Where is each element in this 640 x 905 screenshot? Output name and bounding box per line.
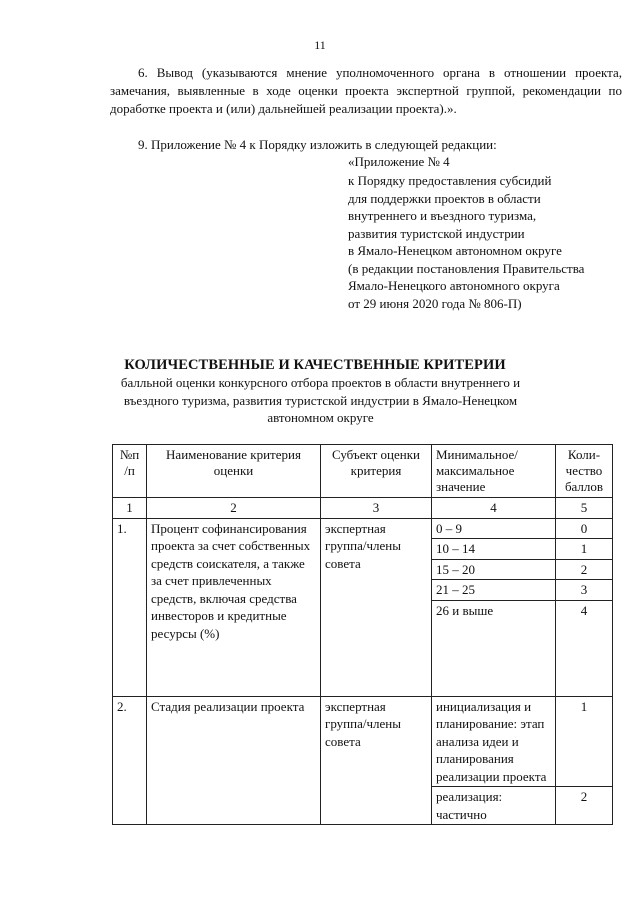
range-points: 4 xyxy=(556,600,613,696)
range-value: 26 и выше xyxy=(432,600,556,696)
appendix-line: (в редакции постановления Правительства xyxy=(348,260,585,276)
criterion-name: Стадия реализации проекта xyxy=(147,696,321,825)
column-number: 1 xyxy=(113,498,147,519)
appendix-title: «Приложение № 4 xyxy=(348,154,450,169)
appendix-line: Ямало-Ненецкого автономного округа xyxy=(348,278,560,293)
range-value: 0 – 9 xyxy=(432,518,556,539)
criterion-subject: экспертная группа/члены совета xyxy=(321,696,432,825)
range-points: 2 xyxy=(556,787,613,825)
appendix-line: в Ямало-Ненецком автономном округе xyxy=(348,243,562,258)
header-cell: №п /п xyxy=(113,445,147,498)
column-number: 5 xyxy=(556,498,613,519)
header-cell: Минимальное/ максимальное значение xyxy=(432,445,556,498)
appendix-line: внутреннего и въездного туризма, xyxy=(348,208,537,223)
page-number: 11 xyxy=(314,38,326,52)
header-cell: Субъект оценки критерия xyxy=(321,445,432,498)
table-row xyxy=(113,696,613,787)
appendix-line: развития туристской индустрии xyxy=(348,225,525,241)
section-subheading: балльной оценки конкурсного отбора проектов в области внутреннего и въездного туризма, развития туристской индустрии в Ямало-Ненецком автономном округе xyxy=(120,375,521,425)
appendix-line: от 29 июня 2020 года № 806-П) xyxy=(348,295,522,311)
range-points: 1 xyxy=(556,539,613,560)
criterion-subject: экспертная группа/члены совета xyxy=(321,518,432,696)
row-number: 2. xyxy=(113,696,147,825)
header-cell: Наименование критерия оценки xyxy=(147,445,321,498)
appendix-block xyxy=(348,172,584,312)
row-number: 1. xyxy=(113,518,147,696)
range-value: 15 – 20 xyxy=(432,559,556,580)
range-points: 2 xyxy=(556,559,613,580)
range-points: 0 xyxy=(556,518,613,539)
column-number: 3 xyxy=(321,498,432,519)
appendix-line: для поддержки проектов в области xyxy=(348,190,541,206)
range-value: 21 – 25 xyxy=(432,580,556,601)
column-number: 2 xyxy=(147,498,321,519)
paragraph-9: 9. Приложение № 4 к Порядку изложить в следующей редакции: xyxy=(138,137,497,152)
criterion-name: Процент софинансирования проекта за счет собственных средств соискателя, а также за счет привлеченных средств, включая средства инвесторов и кредитные ресурсы (%) xyxy=(147,518,321,696)
criteria-table xyxy=(112,444,613,825)
range-points: 1 xyxy=(556,696,613,787)
paragraph-6: 6. Вывод (указываются мнение уполномоченного органа в отношении проекта, замечания, выявленные в ходе оценки проекта экспертной группой, рекомендации по доработке проекта и (или) дальнейшей реализации проекта).». xyxy=(110,65,622,116)
appendix-line: к Порядку предоставления субсидий xyxy=(348,173,552,188)
range-value: реализация: частично xyxy=(432,787,556,825)
header-cell: Коли-чество баллов xyxy=(556,445,613,498)
column-number: 4 xyxy=(432,498,556,519)
table-header-row xyxy=(113,445,613,498)
table-row xyxy=(113,518,613,539)
column-number-row xyxy=(113,498,613,519)
range-value: 10 – 14 xyxy=(432,539,556,560)
range-points: 3 xyxy=(556,580,613,601)
range-value: инициализация и планирование: этап анализа идеи и планирования реализации проекта xyxy=(432,696,556,787)
section-heading: КОЛИЧЕСТВЕННЫЕ И КАЧЕСТВЕННЫЕ КРИТЕРИИ xyxy=(124,357,506,373)
